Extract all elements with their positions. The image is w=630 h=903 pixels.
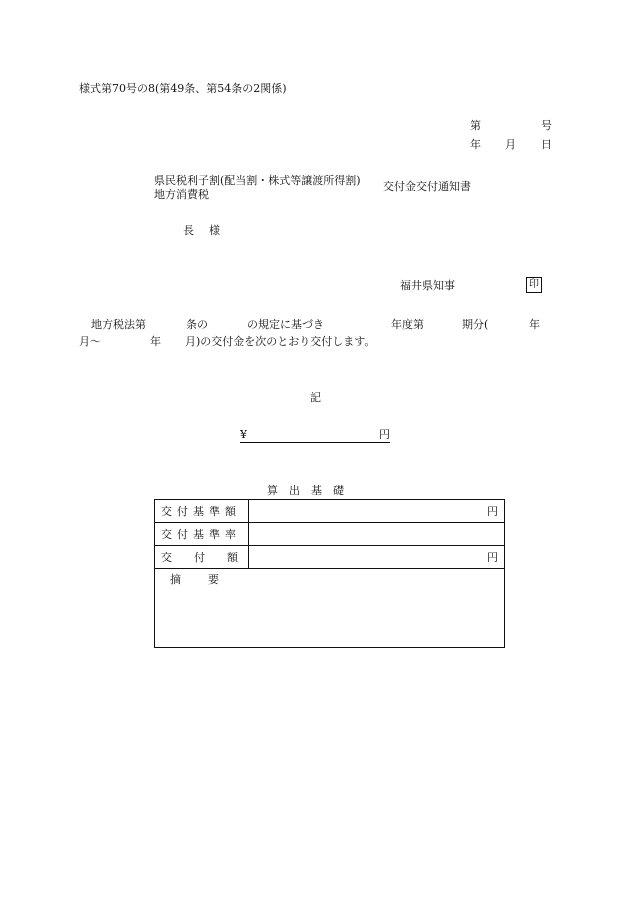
body-month1: 月～ <box>79 335 101 348</box>
body-year2: 年 <box>150 335 161 348</box>
body-article: 条の <box>186 318 208 331</box>
table-row <box>155 523 505 546</box>
form-header: 様式第70号の8(第49条、第54条の2関係) <box>79 82 287 95</box>
yen-unit: 円 <box>379 428 390 441</box>
issuer: 福井県知事 <box>400 279 455 292</box>
basis-title: 算 出 基 礎 <box>267 484 344 497</box>
title-tax-line2: 地方消費税 <box>154 188 209 201</box>
title-suffix: 交付金交付通知書 <box>383 180 471 193</box>
body-law: 地方税法第 <box>91 318 146 331</box>
date-month: 月 <box>505 138 516 151</box>
row-label: 交付基準率 <box>155 523 249 546</box>
memo-label: 摘 要 <box>155 569 505 648</box>
number-go: 号 <box>541 119 552 132</box>
table-row <box>155 500 505 523</box>
memo-row <box>155 569 505 648</box>
seal-mark: 印 <box>526 277 542 293</box>
basis-table <box>154 499 505 648</box>
body-provision: の規定に基づき <box>247 318 324 331</box>
row-label: 交 付 額 <box>155 546 249 569</box>
number-dai: 第 <box>470 119 481 132</box>
body-year1: 年 <box>529 318 540 331</box>
addressee: 長 様 <box>183 224 222 237</box>
yen-symbol: ¥ <box>240 428 247 441</box>
body-fiscal-year: 年度第 <box>391 318 424 331</box>
date-day: 日 <box>541 138 552 151</box>
row-label: 交付基準額 <box>155 500 249 523</box>
ki-heading: 記 <box>310 391 321 404</box>
date-year: 年 <box>470 138 481 151</box>
table-row <box>155 546 505 569</box>
row-value: 円 <box>249 546 505 569</box>
amount-line <box>240 428 390 443</box>
body-closing: 月)の交付金を次のとおり交付します。 <box>185 335 376 348</box>
body-period: 期分( <box>462 318 489 331</box>
title-tax-line1: 県民税利子割(配当割・株式等譲渡所得割) <box>154 174 361 187</box>
row-value <box>249 523 505 546</box>
row-value: 円 <box>249 500 505 523</box>
